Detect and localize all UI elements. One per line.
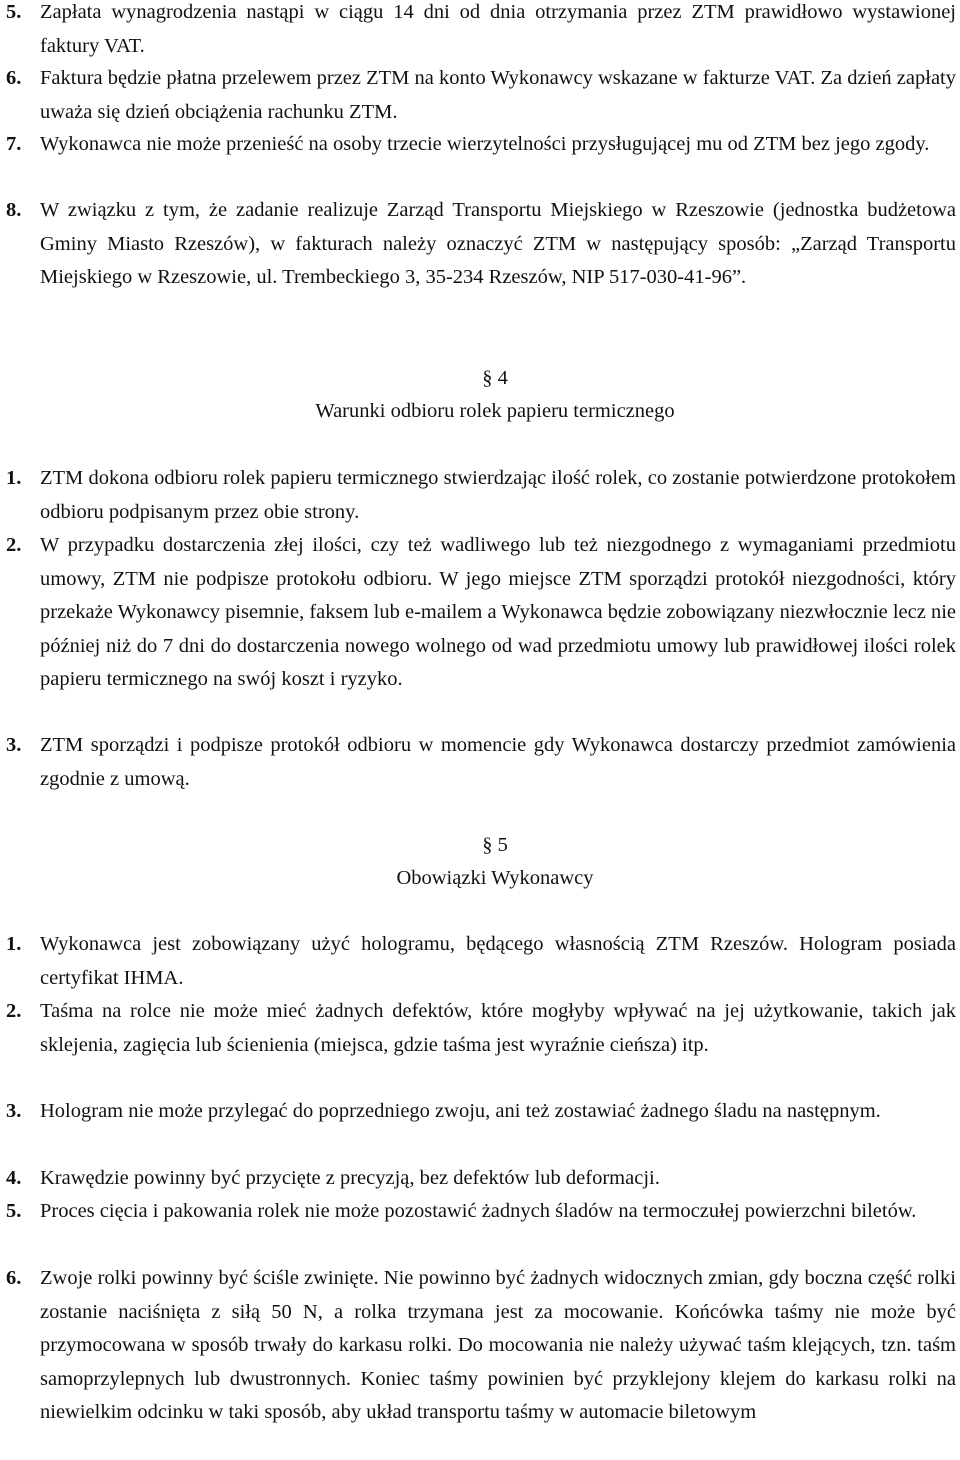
item-text: Zapłata wynagrodzenia nastąpi w ciągu 14 dni od dnia otrzymania przez ZTM prawidłowo wystawionej faktury VAT. <box>40 1 956 57</box>
list-item <box>6 1162 956 1196</box>
item-text: Faktura będzie płatna przelewem przez ZTM na konto Wykonawcy wskazane w fakturze VAT. Za dzień zapłaty uważa się dzień obciążenia rachunku ZTM. <box>40 67 956 123</box>
list-item <box>6 194 956 295</box>
list-item <box>6 529 956 697</box>
item-text: W przypadku dostarczenia złej ilości, czy też wadliwego lub też niezgodnego z wymaganiami przedmiotu umowy, ZTM nie podpisze protokołu odbioru. W jego miejsce ZTM sporządzi protokół niezgodności, który przekaże Wykonawcy pisemnie, faksem lub e-mailem a Wykonawca będzie zobowiązany niezwłocznie lecz nie później niż do 7 dni do dostarczenia nowego wolnego od wad przedmiotu umowy lub prawidłowej ilości rolek papieru termicznego na swój koszt i ryzyko. <box>40 534 957 690</box>
list-item <box>6 462 956 529</box>
item-number: 2. <box>6 1000 22 1022</box>
item-number: 3. <box>6 1100 22 1122</box>
list-item <box>6 729 956 796</box>
item-text: Krawędzie powinny być przycięte z precyzją, bez defektów lub deformacji. <box>40 1167 660 1189</box>
item-number: 3. <box>6 734 22 756</box>
section-mark: § 5 <box>482 834 508 856</box>
item-text: Hologram nie może przylegać do poprzedniego zwoju, ani też zostawiać żadnego śladu na następnym. <box>40 1100 881 1122</box>
item-number: 8. <box>6 199 22 221</box>
item-number: 4. <box>6 1167 22 1189</box>
list-item <box>6 1262 956 1430</box>
item-number: 6. <box>6 67 22 89</box>
item-text: ZTM dokona odbioru rolek papieru termicznego stwierdzając ilość rolek, co zostanie potwierdzone protokołem odbioru podpisanym przez obie strony. <box>40 467 956 523</box>
list-item <box>6 1095 956 1129</box>
section-title: Obowiązki Wykonawcy <box>396 867 594 889</box>
section-title: Warunki odbioru rolek papieru termicznego <box>315 400 675 422</box>
item-text: Zwoje rolki powinny być ściśle zwinięte. Nie powinno być żadnych widocznych zmian, gdy boczna część rolki zostanie naciśnięta z siłą 50 N, a rolka trzymana jest za mocowanie. Końcówka taśmy nie może być przymocowana w sposób trwały do karkasu rolki. Do mocowania nie należy używać taśm klejących, tzn. taśm samoprzylepnych lub dwustronnych. Koniec taśmy powinien być przyklejony klejem do karkasu rolki na niewielkim odcinku w taki sposób, aby układ transportu taśmy w automacie biletowym <box>40 1267 956 1423</box>
item-number: 2. <box>6 534 22 556</box>
item-number: 1. <box>6 467 22 489</box>
item-number: 5. <box>6 1 22 23</box>
list-item <box>6 62 956 129</box>
item-text: Proces cięcia i pakowania rolek nie może pozostawić żadnych śladów na termoczułej powierzchni biletów. <box>40 1200 917 1222</box>
item-text: Taśma na rolce nie może mieć żadnych defektów, które mogłyby wpływać na jej użytkowanie, takich jak sklejenia, zagięcia lub ścienienia (miejsca, gdzie taśma jest wyraźnie cieńsza) itp. <box>40 1000 956 1056</box>
item-number: 1. <box>6 933 22 955</box>
item-text: ZTM sporządzi i podpisze protokół odbioru w momencie gdy Wykonawca dostarczy przedmiot zamówienia zgodnie z umową. <box>40 734 956 790</box>
item-text: W związku z tym, że zadanie realizuje Zarząd Transportu Miejskiego w Rzeszowie (jednostka budżetowa Gminy Miasto Rzeszów), w fakturach należy oznaczyć ZTM w następujący sposób: „Zarząd Transportu Miejskiego w Rzeszowie, ul. Trembeckiego 3, 35-234 Rzeszów, NIP 517-030-41-96”. <box>40 199 956 288</box>
list-item <box>6 0 956 63</box>
list-item <box>6 1195 956 1229</box>
list-item <box>6 128 956 162</box>
section-mark: § 4 <box>482 367 508 389</box>
item-number: 5. <box>6 1200 22 1222</box>
list-item <box>6 995 956 1062</box>
item-text: Wykonawca nie może przenieść na osoby trzecie wierzytelności przysługującej mu od ZTM bez jego zgody. <box>40 133 930 155</box>
list-item <box>6 928 956 995</box>
item-number: 6. <box>6 1267 22 1289</box>
item-number: 7. <box>6 133 22 155</box>
item-text: Wykonawca jest zobowiązany użyć hologramu, będącego własnością ZTM Rzeszów. Hologram posiada certyfikat IHMA. <box>40 933 956 989</box>
